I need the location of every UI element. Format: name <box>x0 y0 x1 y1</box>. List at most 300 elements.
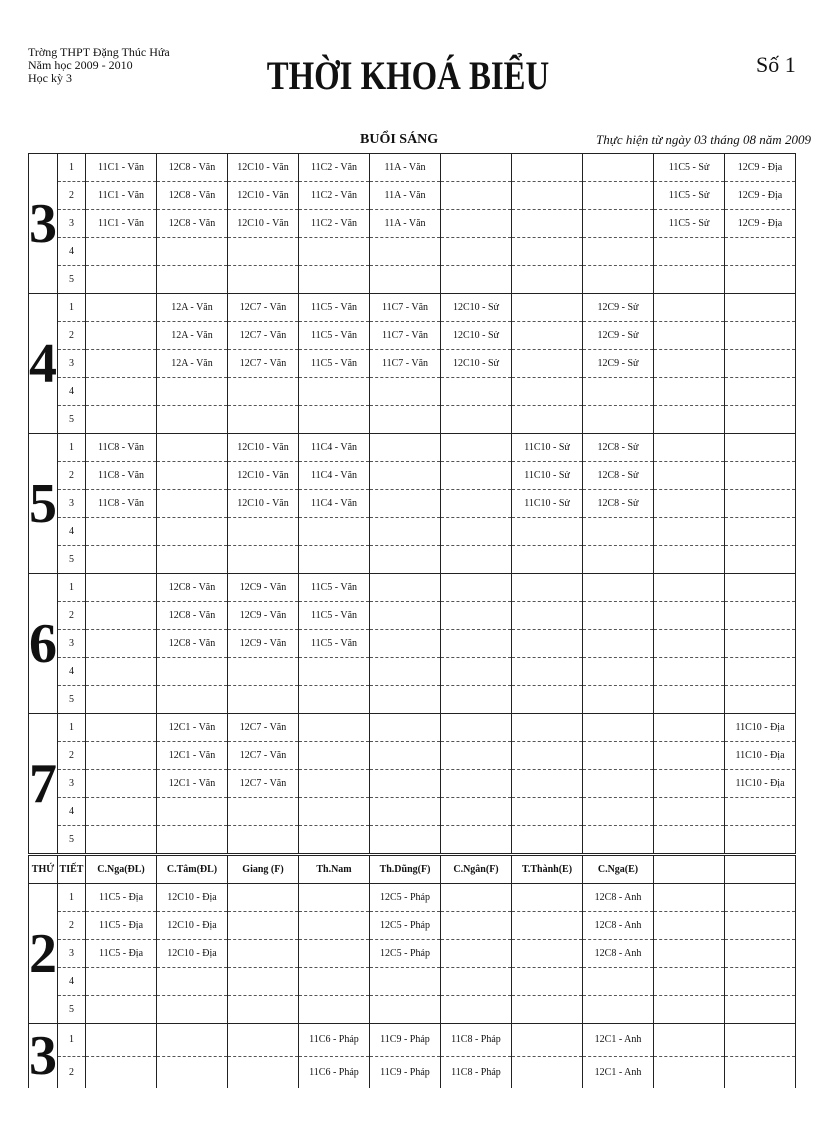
lesson-cell: 11C7 - Văn <box>370 322 441 350</box>
lesson-cell: 12C10 - Địa <box>157 940 228 968</box>
lesson-cell <box>654 742 725 770</box>
lesson-cell <box>725 266 796 294</box>
lesson-cell <box>583 996 654 1024</box>
period-column-header: TIẾT <box>58 855 86 884</box>
lesson-cell <box>654 294 725 322</box>
period-number: 4 <box>58 798 86 826</box>
lesson-cell <box>512 658 583 686</box>
period-row <box>29 658 796 686</box>
lesson-cell <box>228 266 299 294</box>
lesson-cell <box>299 826 370 855</box>
lesson-cell <box>441 996 512 1024</box>
lesson-cell <box>370 996 441 1024</box>
period-number: 5 <box>58 826 86 855</box>
period-row <box>29 322 796 350</box>
period-number: 1 <box>58 574 86 602</box>
teacher-name <box>725 855 796 884</box>
lesson-cell <box>157 1024 228 1057</box>
lesson-cell <box>654 630 725 658</box>
lesson-cell <box>441 826 512 855</box>
lesson-cell <box>654 1056 725 1089</box>
lesson-cell <box>441 434 512 462</box>
lesson-cell <box>583 210 654 238</box>
lesson-cell: 11C5 - Địa <box>86 940 157 968</box>
lesson-cell <box>512 686 583 714</box>
lesson-cell <box>725 968 796 996</box>
lesson-cell: 12C9 - Sử <box>583 322 654 350</box>
lesson-cell: 12C9 - Văn <box>228 602 299 630</box>
lesson-cell <box>228 1056 299 1089</box>
lesson-cell <box>441 686 512 714</box>
period-row <box>29 518 796 546</box>
lesson-cell <box>370 826 441 855</box>
lesson-cell <box>370 770 441 798</box>
lesson-cell <box>299 378 370 406</box>
lesson-cell <box>86 968 157 996</box>
lesson-cell <box>512 546 583 574</box>
lesson-cell <box>583 826 654 855</box>
day-number: 3 <box>29 154 58 294</box>
lesson-cell: 12C7 - Văn <box>228 770 299 798</box>
lesson-cell <box>725 378 796 406</box>
lesson-cell <box>512 518 583 546</box>
lesson-cell: 12C10 - Địa <box>157 884 228 912</box>
lesson-cell: 11C9 - Pháp <box>370 1024 441 1057</box>
lesson-cell: 11C8 - Pháp <box>441 1056 512 1089</box>
lesson-cell: 12C8 - Văn <box>157 630 228 658</box>
lesson-cell: 11C5 - Văn <box>299 574 370 602</box>
period-number: 4 <box>58 968 86 996</box>
lesson-cell <box>512 210 583 238</box>
teacher-name: C.Ngân(F) <box>441 855 512 884</box>
lesson-cell: 12C9 - Sử <box>583 294 654 322</box>
lesson-cell <box>157 686 228 714</box>
period-number: 1 <box>58 154 86 182</box>
lesson-cell: 11C10 - Sử <box>512 434 583 462</box>
lesson-cell <box>86 1056 157 1089</box>
lesson-cell <box>512 154 583 182</box>
lesson-cell <box>228 238 299 266</box>
lesson-cell <box>228 940 299 968</box>
lesson-cell <box>157 968 228 996</box>
lesson-cell: 11C1 - Văn <box>86 210 157 238</box>
lesson-cell <box>299 798 370 826</box>
lesson-cell <box>86 826 157 855</box>
lesson-cell: 12C1 - Văn <box>157 770 228 798</box>
lesson-cell <box>370 378 441 406</box>
lesson-cell <box>725 996 796 1024</box>
lesson-cell <box>583 968 654 996</box>
period-number: 3 <box>58 630 86 658</box>
day-number: 3 <box>29 1025 57 1087</box>
lesson-cell <box>725 574 796 602</box>
lesson-cell <box>583 798 654 826</box>
page-bottom <box>0 1088 816 1123</box>
period-number: 2 <box>58 322 86 350</box>
period-number: 5 <box>58 686 86 714</box>
period-number: 4 <box>58 658 86 686</box>
lesson-cell <box>228 546 299 574</box>
period-row <box>29 574 796 602</box>
teacher-header-row <box>29 855 796 884</box>
lesson-cell <box>725 658 796 686</box>
lesson-cell <box>299 940 370 968</box>
lesson-cell <box>157 1056 228 1089</box>
lesson-cell <box>725 462 796 490</box>
lesson-cell: 12C8 - Văn <box>157 210 228 238</box>
lesson-cell <box>512 968 583 996</box>
lesson-cell <box>370 658 441 686</box>
lesson-cell: 12C5 - Pháp <box>370 940 441 968</box>
lesson-cell: 12C9 - Văn <box>228 630 299 658</box>
period-row <box>29 238 796 266</box>
lesson-cell <box>86 630 157 658</box>
lesson-cell <box>228 798 299 826</box>
lesson-cell <box>157 266 228 294</box>
lesson-cell <box>370 602 441 630</box>
lesson-cell <box>370 798 441 826</box>
period-number: 2 <box>58 912 86 940</box>
lesson-cell <box>157 238 228 266</box>
lesson-cell <box>86 574 157 602</box>
lesson-cell: 11C5 - Địa <box>86 884 157 912</box>
school-year: Năm học 2009 - 2010 <box>28 58 133 72</box>
lesson-cell <box>370 462 441 490</box>
lesson-cell <box>583 770 654 798</box>
lesson-cell <box>725 238 796 266</box>
lesson-cell <box>512 912 583 940</box>
lesson-cell: 12C5 - Pháp <box>370 884 441 912</box>
lesson-cell <box>157 826 228 855</box>
lesson-cell: 11C9 - Pháp <box>370 1056 441 1089</box>
lesson-cell <box>86 378 157 406</box>
lesson-cell: 12C8 - Văn <box>157 574 228 602</box>
lesson-cell <box>725 518 796 546</box>
lesson-cell <box>370 686 441 714</box>
lesson-cell: 12C8 - Văn <box>157 602 228 630</box>
lesson-cell <box>157 378 228 406</box>
lesson-cell <box>725 940 796 968</box>
lesson-cell <box>370 518 441 546</box>
period-number: 5 <box>58 546 86 574</box>
lesson-cell <box>86 546 157 574</box>
lesson-cell <box>299 884 370 912</box>
lesson-cell: 11C2 - Văn <box>299 210 370 238</box>
lesson-cell <box>654 434 725 462</box>
lesson-cell: 12C10 - Địa <box>157 912 228 940</box>
lesson-cell <box>441 630 512 658</box>
lesson-cell <box>512 940 583 968</box>
lesson-cell: 11C8 - Văn <box>86 434 157 462</box>
lesson-cell: 11C5 - Văn <box>299 602 370 630</box>
lesson-cell <box>512 742 583 770</box>
period-row <box>29 770 796 798</box>
period-number: 4 <box>58 238 86 266</box>
school-name: Trờng THPT Đặng Thúc Hứa <box>28 45 170 59</box>
teacher-name <box>654 855 725 884</box>
lesson-cell: 12C7 - Văn <box>228 294 299 322</box>
period-row <box>29 798 796 826</box>
lesson-cell <box>86 350 157 378</box>
period-row <box>29 294 796 322</box>
teacher-name: Giang (F) <box>228 855 299 884</box>
lesson-cell <box>654 378 725 406</box>
lesson-cell <box>86 658 157 686</box>
lesson-cell <box>441 968 512 996</box>
period-number: 1 <box>58 294 86 322</box>
lesson-cell <box>228 406 299 434</box>
lesson-cell <box>725 686 796 714</box>
lesson-cell <box>654 546 725 574</box>
lesson-cell <box>512 266 583 294</box>
lesson-cell <box>299 546 370 574</box>
lesson-cell: 11C10 - Sử <box>512 490 583 518</box>
lesson-cell <box>86 996 157 1024</box>
lesson-cell: 11C5 - Sử <box>654 154 725 182</box>
lesson-cell <box>441 574 512 602</box>
lesson-cell: 11C7 - Văn <box>370 350 441 378</box>
period-row <box>29 686 796 714</box>
teacher-name: C.Nga(ĐL) <box>86 855 157 884</box>
period-row <box>29 996 796 1024</box>
lesson-cell <box>86 322 157 350</box>
lesson-cell <box>583 518 654 546</box>
lesson-cell <box>583 182 654 210</box>
lesson-cell <box>725 884 796 912</box>
lesson-cell <box>228 518 299 546</box>
lesson-cell: 12A - Văn <box>157 350 228 378</box>
lesson-cell <box>441 182 512 210</box>
lesson-cell: 12C10 - Văn <box>228 154 299 182</box>
lesson-cell <box>512 406 583 434</box>
lesson-cell <box>370 406 441 434</box>
lesson-cell <box>725 406 796 434</box>
lesson-cell <box>441 884 512 912</box>
period-row <box>29 490 796 518</box>
period-row <box>29 742 796 770</box>
lesson-cell <box>441 602 512 630</box>
period-number: 4 <box>58 518 86 546</box>
lesson-cell: 12C9 - Địa <box>725 182 796 210</box>
lesson-cell <box>725 602 796 630</box>
period-row <box>29 912 796 940</box>
lesson-cell: 12C10 - Sử <box>441 322 512 350</box>
lesson-cell <box>583 630 654 658</box>
lesson-cell <box>441 238 512 266</box>
lesson-cell <box>583 574 654 602</box>
lesson-cell <box>512 182 583 210</box>
lesson-cell <box>441 770 512 798</box>
lesson-cell: 11C5 - Văn <box>299 630 370 658</box>
lesson-cell: 12C8 - Sử <box>583 434 654 462</box>
session-label: BUỔI SÁNG <box>360 132 439 147</box>
lesson-cell: 12C10 - Văn <box>228 490 299 518</box>
effective-date: Thực hiện từ ngày 03 tháng 08 năm 2009 <box>596 132 811 147</box>
lesson-cell <box>654 996 725 1024</box>
lesson-cell <box>725 1056 796 1089</box>
lesson-cell <box>583 406 654 434</box>
lesson-cell <box>725 912 796 940</box>
lesson-cell <box>512 350 583 378</box>
school-term: Học kỳ 3 <box>28 71 72 85</box>
period-row <box>29 434 796 462</box>
lesson-cell <box>654 322 725 350</box>
lesson-cell: 12C10 - Sử <box>441 294 512 322</box>
lesson-cell <box>654 490 725 518</box>
period-number: 2 <box>58 1056 86 1089</box>
lesson-cell: 12A - Văn <box>157 294 228 322</box>
lesson-cell <box>725 294 796 322</box>
lesson-cell <box>654 912 725 940</box>
period-row <box>29 884 796 912</box>
lesson-cell <box>299 658 370 686</box>
lesson-cell <box>441 798 512 826</box>
day-number: 5 <box>29 434 58 574</box>
lesson-cell: 11C5 - Văn <box>299 322 370 350</box>
lesson-cell: 11C7 - Văn <box>370 294 441 322</box>
lesson-cell <box>86 798 157 826</box>
lesson-cell <box>654 406 725 434</box>
lesson-cell <box>654 238 725 266</box>
lesson-cell: 12C1 - Anh <box>583 1056 654 1089</box>
lesson-cell: 12C1 - Văn <box>157 742 228 770</box>
lesson-cell <box>86 294 157 322</box>
lesson-cell <box>441 378 512 406</box>
lesson-cell <box>441 742 512 770</box>
lesson-cell <box>157 798 228 826</box>
lesson-cell: 11C6 - Pháp <box>299 1024 370 1057</box>
lesson-cell <box>583 546 654 574</box>
period-row <box>29 154 796 182</box>
lesson-cell: 11C10 - Sử <box>512 462 583 490</box>
lesson-cell <box>654 686 725 714</box>
lesson-cell <box>583 714 654 742</box>
lesson-cell <box>86 1024 157 1057</box>
lesson-cell <box>654 798 725 826</box>
period-row <box>29 546 796 574</box>
lesson-cell <box>157 406 228 434</box>
lesson-cell <box>441 406 512 434</box>
lesson-cell <box>228 686 299 714</box>
lesson-cell <box>299 238 370 266</box>
lesson-cell <box>86 406 157 434</box>
lesson-cell <box>512 884 583 912</box>
teacher-name: Th.Dũng(F) <box>370 855 441 884</box>
lesson-cell: 12C8 - Sử <box>583 490 654 518</box>
lesson-cell: 11C2 - Văn <box>299 182 370 210</box>
lesson-cell: 11C1 - Văn <box>86 154 157 182</box>
lesson-cell <box>654 940 725 968</box>
lesson-cell <box>299 996 370 1024</box>
period-number: 5 <box>58 266 86 294</box>
timetable <box>28 153 796 1089</box>
lesson-cell: 11C8 - Văn <box>86 462 157 490</box>
lesson-cell <box>228 968 299 996</box>
lesson-cell <box>512 714 583 742</box>
lesson-cell <box>370 434 441 462</box>
lesson-cell <box>86 602 157 630</box>
period-row <box>29 826 796 855</box>
lesson-cell: 11C4 - Văn <box>299 462 370 490</box>
lesson-cell <box>654 658 725 686</box>
lesson-cell <box>157 658 228 686</box>
period-row <box>29 1024 796 1057</box>
period-row <box>29 182 796 210</box>
lesson-cell <box>654 518 725 546</box>
lesson-cell: 12C8 - Văn <box>157 154 228 182</box>
period-row <box>29 462 796 490</box>
lesson-cell <box>512 238 583 266</box>
lesson-cell: 11C5 - Văn <box>299 294 370 322</box>
period-number: 3 <box>58 490 86 518</box>
lesson-cell <box>299 742 370 770</box>
period-row <box>29 1056 796 1089</box>
lesson-cell <box>370 968 441 996</box>
lesson-cell <box>370 630 441 658</box>
lesson-cell <box>654 968 725 996</box>
period-row <box>29 406 796 434</box>
lesson-cell: 11A - Văn <box>370 210 441 238</box>
lesson-cell <box>441 912 512 940</box>
lesson-cell <box>654 714 725 742</box>
lesson-cell <box>370 238 441 266</box>
lesson-cell <box>725 322 796 350</box>
teacher-name: C.Tâm(ĐL) <box>157 855 228 884</box>
day-number: 7 <box>29 714 58 855</box>
lesson-cell: 12C7 - Văn <box>228 350 299 378</box>
period-row <box>29 714 796 742</box>
lesson-cell: 11C5 - Sử <box>654 182 725 210</box>
period-number: 5 <box>58 996 86 1024</box>
lesson-cell <box>157 518 228 546</box>
lesson-cell <box>370 714 441 742</box>
period-number: 2 <box>58 462 86 490</box>
teacher-name: Th.Nam <box>299 855 370 884</box>
lesson-cell <box>512 378 583 406</box>
lesson-cell <box>512 798 583 826</box>
lesson-cell: 12C10 - Văn <box>228 210 299 238</box>
lesson-cell: 12C10 - Văn <box>228 182 299 210</box>
lesson-cell <box>299 912 370 940</box>
lesson-cell <box>512 770 583 798</box>
lesson-cell <box>228 826 299 855</box>
period-number: 3 <box>58 210 86 238</box>
lesson-cell: 12C1 - Văn <box>157 714 228 742</box>
period-row <box>29 602 796 630</box>
lesson-cell <box>654 462 725 490</box>
lesson-cell <box>512 630 583 658</box>
lesson-cell <box>725 490 796 518</box>
lesson-cell <box>583 602 654 630</box>
lesson-cell: 12C8 - Anh <box>583 884 654 912</box>
lesson-cell <box>512 996 583 1024</box>
lesson-cell <box>725 434 796 462</box>
lesson-cell: 11C8 - Văn <box>86 490 157 518</box>
period-row <box>29 210 796 238</box>
day-column-header: THỨ <box>29 855 58 884</box>
lesson-cell: 11C10 - Địa <box>725 770 796 798</box>
period-row <box>29 940 796 968</box>
sheet-number: Số 1 <box>756 52 796 77</box>
lesson-cell <box>299 968 370 996</box>
period-number: 1 <box>58 1024 86 1057</box>
lesson-cell: 12A - Văn <box>157 322 228 350</box>
lesson-cell: 12C9 - Địa <box>725 210 796 238</box>
period-number: 2 <box>58 182 86 210</box>
lesson-cell <box>441 462 512 490</box>
lesson-cell <box>512 602 583 630</box>
lesson-cell: 12C8 - Anh <box>583 912 654 940</box>
